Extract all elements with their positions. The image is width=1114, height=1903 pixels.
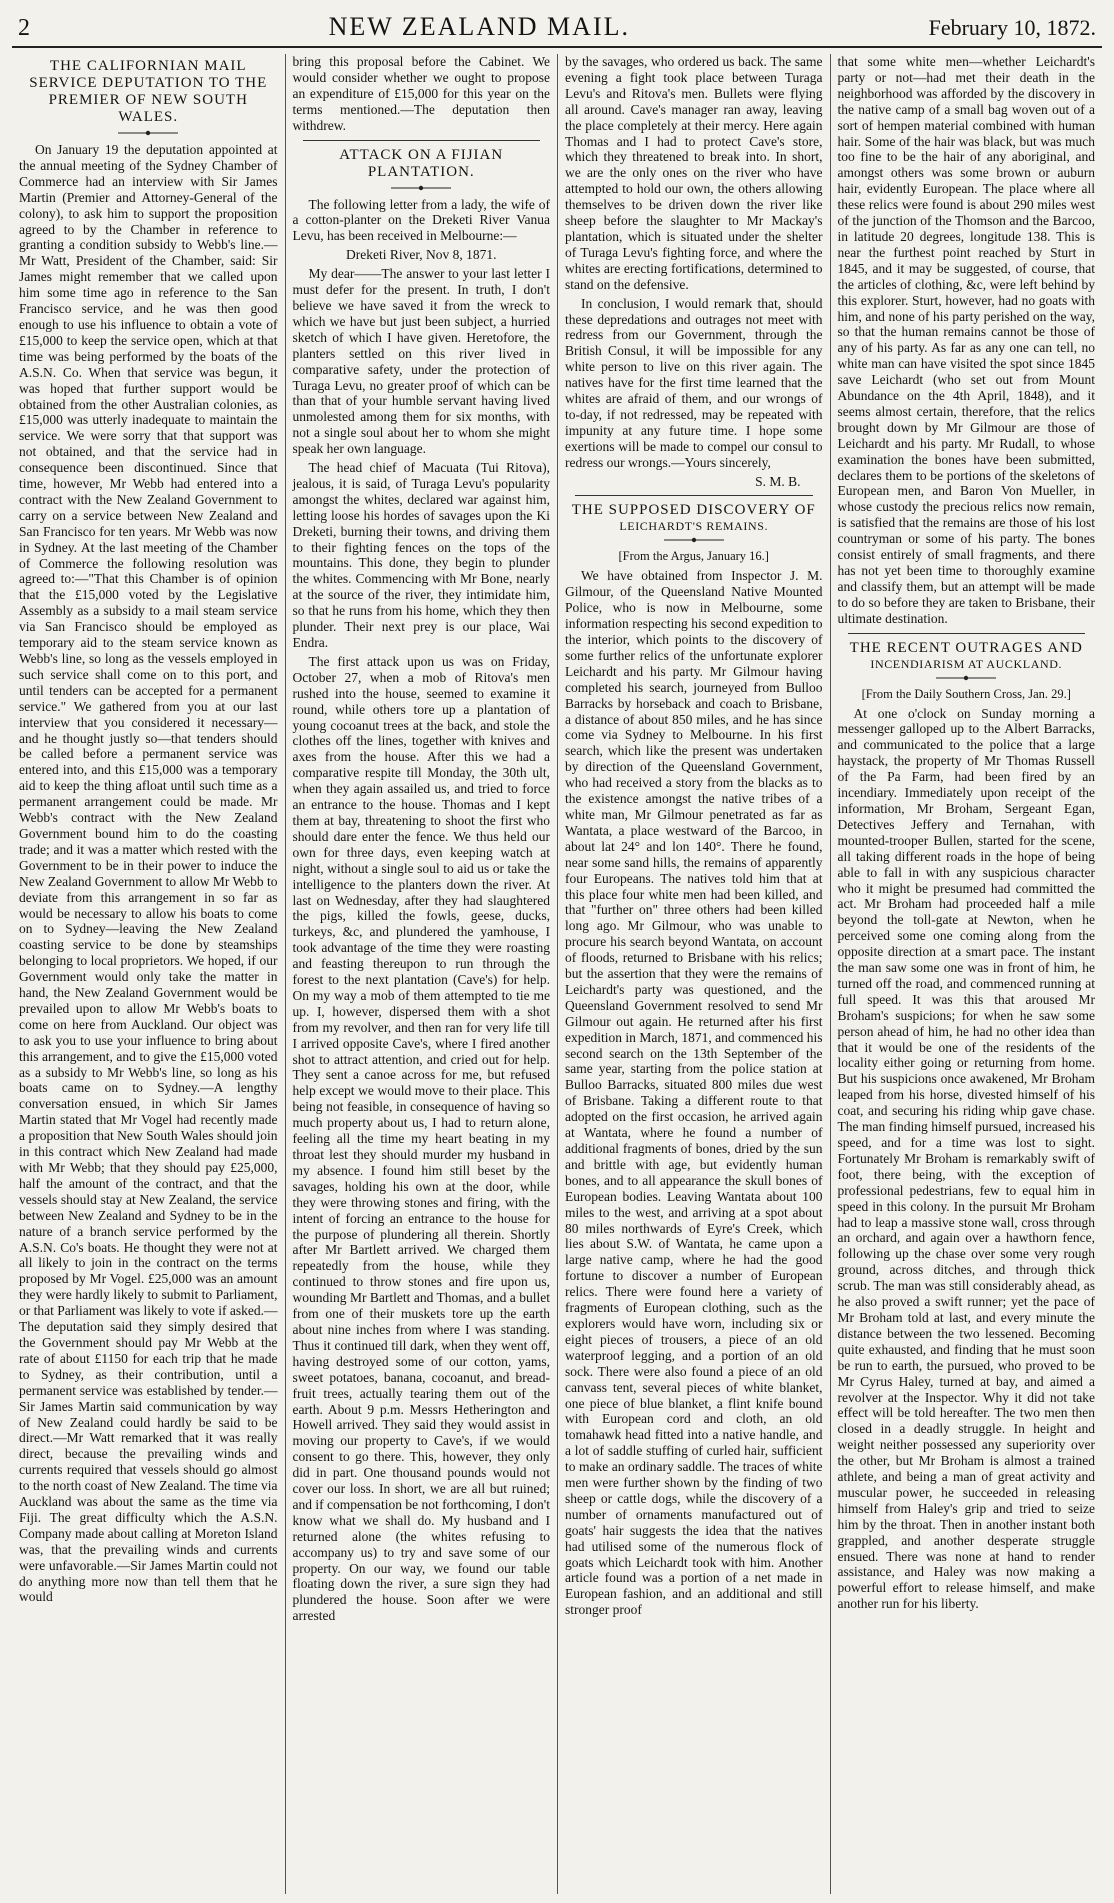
paragraph: The first attack upon us was on Friday, October 27, when a mob of Ritova's men rushed into the house, seemed to examine it round, while others tore up a plantation of young cocoanut trees at the back, and stole the clothes off the lines, together with knives and axes from the house. After this we had a comparative respite till Monday, the 30th ult, when they again assailed us, and tried to force an entrance to the house. Thomas and I kept them at bay, threatening to shoot the first who should dare enter the fence. We thus held our own for three days, even keeping watch at night, without a single soul to aid us or take the intelligence to the planters down the river. At last on Wednesday, after they had slaughtered the pigs, killed the fowls, geese, ducks, turkeys, &c, and plundered the yamhouse, I took advantage of the time they were roasting and feasting thereupon to run through the forest to the next plantation (Cave's) for help. On my way a mob of them attempted to tie me up. I, however, dispersed them with a shot from my revolver, and then ran for very life till I arrived opposite Cave's, where I fired another shot to attract attention, and cried out for help. They sent a canoe across for me, but refused help except we would move to their place. This being not feasible, in consequence of having so much property about us, I had to return alone, feeling all the time my heart beating in my throat lest they should murder my husband in my absence. I found him still beset by the savages, holding his own at the door, while they were throwing stones and firing, with the intent of forcing an entrance to the house for the purpose of plundering all therein. Shortly after Mr Bartlett arrived. We charged them repeatedly from the house, while they continued to throw stones and fire upon us, wounding Mr Bartlett and Thomas, and a bullet from one of their muskets tore up the earth about nine inches from where I was standing. Thus it continued till dark, when they went off, having destroyed some of our cotton, yams, sweet potatoes, banana, cocoanut, and bread-fruit trees, actually tearing them out of the earth. About 9 p.m. Messrs Hetherington and Howell arrived. They said they would assist in moving our property to Cave's, if we would consent to go there. This, however, they only did in part. One thousand pounds would not cover our loss. In short, we are all but ruined; and if compensation be not forthcoming, I don't know what we shall do. My husband and I returned alone (the whites refusing to accompany us) to try and save some of our property. On our way, we found our table floating down the river, a sure sign they had plundered the house. Soon after we were arrested [292, 653, 550, 1624]
page-number: 2 [18, 15, 30, 41]
article-headline [565, 502, 823, 533]
headline-line: ATTACK ON A FIJIAN PLANTATION. [339, 146, 504, 180]
paragraph: The head chief of Macuata (Tui Ritova), jealous, it is said, of Turaga Levu's popularity amongst the whites, declared war against him, letting loose his hordes of savages upon the Ki Dreketi, burning their towns, and driving them to their fighting fences on the tops of the mountains. This done, they begin to plunder the whites. Commencing with Mr Bone, nearly at the source of the river, they intimidate him, so that he runs from his home, which they then plunder. Their next prey is our place, Wai Endra. [292, 460, 550, 650]
article-source: [From the Daily Southern Cross, Jan. 29.] [861, 686, 1071, 701]
headline-line: THE CALIFORNIAN MAIL SERVICE DEPUTATION TO THE PREMIER OF NEW SOUTH WALES. [29, 58, 268, 125]
headline-line: INCENDIARISM AT AUCKLAND. [870, 656, 1063, 671]
paragraph: We have obtained from Inspector J. M. Gilmour, of the Queensland Native Mounted Police, who is now in Melbourne, some information respecting his second expedition to the interior, which points to the discovery of some further relics of the unfortunate explorer Leichardt and his party. Mr Gilmour having completed his search, journeyed from Bulloo Barracks by horseback and coach to Brisbane, a distance of about 850 miles, and he has since come via Sydney to Melbourne. In his first search, which like the present was undertaken by direction of the Queensland Government, who had received a story from the blacks as to the existence amongst the native tribes of a white man, Mr Gilmour penetrated as far as Wantata, a place westward of the Barcoo, in about lat 24° and lon 140°. There he found, near some sand hills, the remains of apparently four Europeans. The natives told him that at this place four white men had been killed, and that "further on" three others had been killed long ago. Mr Gilmour, who was unable to procure his search beyond Wantata, on account of floods, returned to Brisbane with his relics; but the assertion that they were the remains of Leichardt's party was questioned, and the Queensland Government resolved to send Mr Gilmour out again. He returned after his first expedition in March, 1871, and commenced his second search on the 13th September of the same year, starting from the police station at Bulloo Barracks, situated 800 miles due west of Brisbane. Taking a different route to that adopted on the first occasion, he arrived again at Wantata, where he found a number of additional fragments of bones, dried by the sun and brittle with age, but evidently human bones, and to all appearance the skull bones of European bodies. Leaving Wantata about 100 miles to the west, and arriving at a spot about 80 miles northwards of Eyre's Creek, which lies about S.W. of Wantata, he came upon a large native camp, where he had the good fortune to discover a number of European relics. There were found here a variety of fragments of European clothing, such as the explorers would have worn, including six or eight pieces of trousers, a piece of an old waterproof legging, and a portion of an old sock. There were also found a piece of an old canvass tent, several pieces of white blanket, one piece of blue blanket, a flint knife bound with European cord and cloth, an old tomahawk head fitted into a native handle, and a lot of saddle stuffing of curled hair, sufficient to make an ordinary saddle. The traces of white men were further shown by the finding of two sheep or cattle dogs, while the discovery of a number of ornaments manufactured out of goats' hair suggests the idea that the natives had utilised some of the numerous flock of goats which Leichardt took with him. Another article found was a portion of a net made in European fashion, and an additional and still stronger proof [565, 568, 823, 1618]
ornament-rule [936, 675, 996, 681]
ornament-rule [118, 130, 178, 136]
paragraph: On January 19 the deputation appointed at the annual meeting of the Sydney Chamber of Commerce had an interview with Sir James Martin (Premier and Attorney-General of the colony), to ask him to support the proposition agreed to by the Chamber in reference to granting a condition subsidy to Webb's line.—Mr Watt, President of the Chamber, said: Sir James might remember that we called upon him some time ago in reference to the San Francisco service, and he was then good enough to use his influence to obtain a vote of £15,000 to keep the service open, which at that time was being performed by the boats of the A.S.N. Co. When that service was begun, it was hoped that further support would be obtained from the other Australian colonies, as £15,000 was utterly inadequate to maintain the service. We were sorry that that support was not obtained, and that the service had in consequence been discontinued. Since that time, however, Mr Webb had entered into a contract with the New Zealand Government to carry on a service between New Zealand and San Francisco for ten years. Mr Webb was now in Sydney. At the last meeting of the Chamber of Commerce the following resolution was agreed to:—"That this Chamber is of opinion that the £15,000 voted by the Legislative Assembly as a subsidy to a mail steam service via San Francisco should be employed as temporary aid to the steam service known as Webb's line, so long as the vessels employed in such service shall come on to this port, and until tenders can be accepted for a permanent service." We gathered from you at our last interview that you considered it necessary—and he thought justly so—that tenders should be called before a permanent service was entered into, and this £15,000 was a temporary aid to keep the thing afloat until such time as a permanent arrangement could be made. Mr Webb's contract with the New Zealand Government bound him to do the coasting trade; and it was a matter which rested with the Government to be in their power to induce the New Zealand Government to allow Mr Webb to deviate from this arrangement in so far as would be necessary to allow his boats to come on to Sydney—leaving the New Zealand coasting service to be done by steamships belonging to local proprietors. We hoped, if our Government would only take the matter in hand, the New Zealand Government would be prevailed upon to allow Mr Webb's boats to come on here from Auckland. Our object was to ask you to use your influence to bring about this arrangement, and to give the £15,000 voted as a subsidy to Mr Webb's line, so long as his boats came on to Sydney.—A lengthy conversation ensued, in which Sir James Martin stated that Mr Vogel had recently made a proposition that New South Wales should join in this contract which New Zealand had made with Mr Webb; that they should pay £25,000, half the amount of the contract, and that the vessels should stay at New Zealand, the service between New Zealand and Sydney to be in the nature of a branch service performed by the A.S.N. Co's boats. He thought they were not at all likely to join in the contract on the terms proposed by Mr Vogel. £25,000 was an amount they were hardly likely to submit to Parliament, or that Parliament was likely to vote if asked.—The deputation said they simply desired that the Government should pay Mr Webb at the rate of about £1150 for each trip that he made to Sydney, as their contribution, until a permanent service was established by tender.—Sir James Martin said communication by way of New Zealand could hardly be said to be direct.—Mr Watt remarked that it was really direct, because the prevailing winds and currents required that vessels should go almost to the north coast of New Zealand. The time via Auckland was about the same as the time via Fiji. The great difficulty which the A.S.N. Company made about calling at Moreton Island was, that the prevailing winds and currents were unfavorable.—Sir James Martin could not do anything more now than tell them that he would [19, 142, 278, 1605]
article-headline [838, 640, 1096, 671]
column-4 [830, 54, 1103, 1894]
paragraph: S. M. B. [755, 473, 801, 489]
masthead [12, 12, 1102, 42]
column-3 [557, 54, 830, 1894]
headline-line: THE SUPPOSED DISCOVERY OF [571, 502, 816, 519]
article-divider [303, 140, 541, 141]
ornament-rule [391, 185, 451, 191]
article-divider [848, 633, 1086, 634]
masthead-rule [12, 46, 1102, 48]
article-divider [575, 495, 813, 496]
paragraph: In conclusion, I would remark that, should these depredations and outrages not meet with redress from our Government, through the British Consul, it will be impossible for any white person to live on this river again. The natives have for the first time learned that the whites are afraid of them, and our wrongs of to-day, if not redressed, may be repeated with impunity at any future time. I hope some exertions will be made to compel our consul to redress our wrongs.—Yours sincerely, [565, 295, 823, 470]
ornament-rule [664, 537, 724, 543]
headline-line: LEICHARDT'S REMAINS. [619, 519, 769, 534]
paragraph: that some white men—whether Leichardt's party or not—had met their death in the neighborhood was afforded by the discovery in the native camp of a small bag woven out of a sort of hempen material combined with human hair. Some of the hair was black, but was much too fine to be the hair of any aboriginal, and amongst others was some brown or auburn hair, evidently European. The place where all these relics were found is about 290 miles west of the junction of the Thomson and the Barcoo, in latitude 20 degrees, longitude 138. This is near the furthest point reached by Sturt in 1845, and it may be suggested, of course, that the articles of clothing, &c, were left behind by this explorer. Sturt, however, had no goats with him, and none of his party perished on the way, so that the human remains cannot be those of any of his party. As far as any one can tell, no white man can have visited the spot since 1845 save Leichardt (who set out from Mount Abundance on the 4th April, 1848), and it seems almost certain, therefore, that the relics brought down by Mr Gilmour are those of Leichardt and his party. Mr Rudall, to whose examination the bones have been submitted, declares them to be portions of the skeletons of European men, and Baron Von Mueller, in whose custody the precious relics now remain, is satisfied that the remains are those of his lost countryman or some of his party. The bones consist entirely of small fragments, and there has not yet been time to thoroughly examine and classify them, but an attempt will be made to do so before they are taken to Brisbane, their ultimate destination. [837, 54, 1095, 626]
issue-date: February 10, 1872. [928, 15, 1096, 40]
paragraph: My dear——The answer to your last letter I must defer for the present. In truth, I don't believe we have saved it from the wreck to which we have but just been subject, a hurried sketch of which I have given. Heretofore, the planters settled on this river lived in comparative safety, under the protection of Turaga Levu, no greater proof of which can be than that of your humble servant having lived unmolested among them for six months, with not a single soul about her to whom she might speak her own language. [292, 266, 550, 457]
columns [12, 54, 1102, 1894]
paragraph: The following letter from a lady, the wife of a cotton-planter on the Dreketi River Vanua Levu, has been received in Melbourne:— [292, 196, 550, 244]
paragraph: bring this proposal before the Cabinet. We would consider whether we ought to propose an expenditure of £15,000 for this year on the terms mentioned.—The deputation then withdrew. [292, 54, 550, 133]
headline-line: THE RECENT OUTRAGES AND [849, 639, 1083, 656]
column-2 [285, 54, 558, 1894]
article-source: [From the Argus, January 16.] [618, 549, 769, 564]
article-headline [293, 147, 551, 181]
paper-name: NEW ZEALAND MAIL. [328, 12, 630, 41]
paragraph: Dreketi River, Nov 8, 1871. [345, 247, 497, 263]
paragraph: by the savages, who ordered us back. The same evening a fight took place between Turaga Levu's and Ritova's men. Bullets were flying all around. Cave's manager ran away, leaving the place completely at their mercy. Here again Thomas and I had to protect Cave's store, which they threatened to break into. In short, we are the only ones on the river who have attempted to hold our own, the others allowing themselves to be driven down the river like sheep before the slaughter to Mr Mackay's plantation, which is situated under the shelter of Turaga Levu's fighting force, and where the whites are erecting fortifications, determined to stand on the defensive. [565, 54, 823, 292]
paragraph: At one o'clock on Sunday morning a messenger galloped up to the Albert Barracks, and communicated to the police that a large haystack, the property of Mr Thomas Russell of the Pa Farm, had been fired by an incendiary. Immediately upon receipt of the information, Mr Broham, Sergeant Egan, Detectives Jeffery and Ternahan, with mounted-trooper Bullen, started for the scene, all taking different roads in the hope of being able to fall in with any suspicious character who it might be presumed had committed the act. Mr Broham had proceeded half a mile beyond the toll-gate at Newton, when he perceived some one coming along from the opposite direction at a smart pace. The instant the man saw some one was in front of him, he turned off the road, and commenced running at full speed. It was this that aroused Mr Broham's suspicions; for when he saw some person ahead of him, he had no other idea than that it would be one of the residents of the locality either going or returning from home. But his suspicions once awakened, Mr Broham leaped from his horse, divested himself of his coat, and securing his riding whip gave chase. The man finding himself pursued, increased his speed, and for a time was lost to sight. Fortunately Mr Broham is remarkably swift of foot, there being, with the exception of professional pedestrians, few to equal him in speed in this colony. In the pursuit Mr Broham had to leap a massive stone wall, cross through an orchard, and again over a hawthorn fence, following up the chase over some very rough ground, across ditches, and through thick scrub. The man was still considerably ahead, as he also proved a swift runner; yet the pace of Mr Broham told at last, and every minute the distance between the two lessened. Becoming quite exhausted, and finding that he must soon be run to earth, the pursued, who proved to be Mr Cyrus Haley, turned at bay, and aimed a revolver at the Inspector. Why it did not take effect will be told hereafter. The two men then closed in a deadly struggle. In height and weight neither possessed any superiority over the other, but Mr Broham is almost a trained athlete, and being a man of great activity and muscular power, he succeeded in releasing himself from Haley's grip and tried to seize him by the throat. Then in another instant both grappled, and another desperate struggle ensued. There was none at hand to render assistance, and Haley was now making a powerful effort to release himself, and make another run for his liberty. [837, 705, 1095, 1612]
column-1 [12, 54, 285, 1894]
article-headline [19, 58, 278, 126]
